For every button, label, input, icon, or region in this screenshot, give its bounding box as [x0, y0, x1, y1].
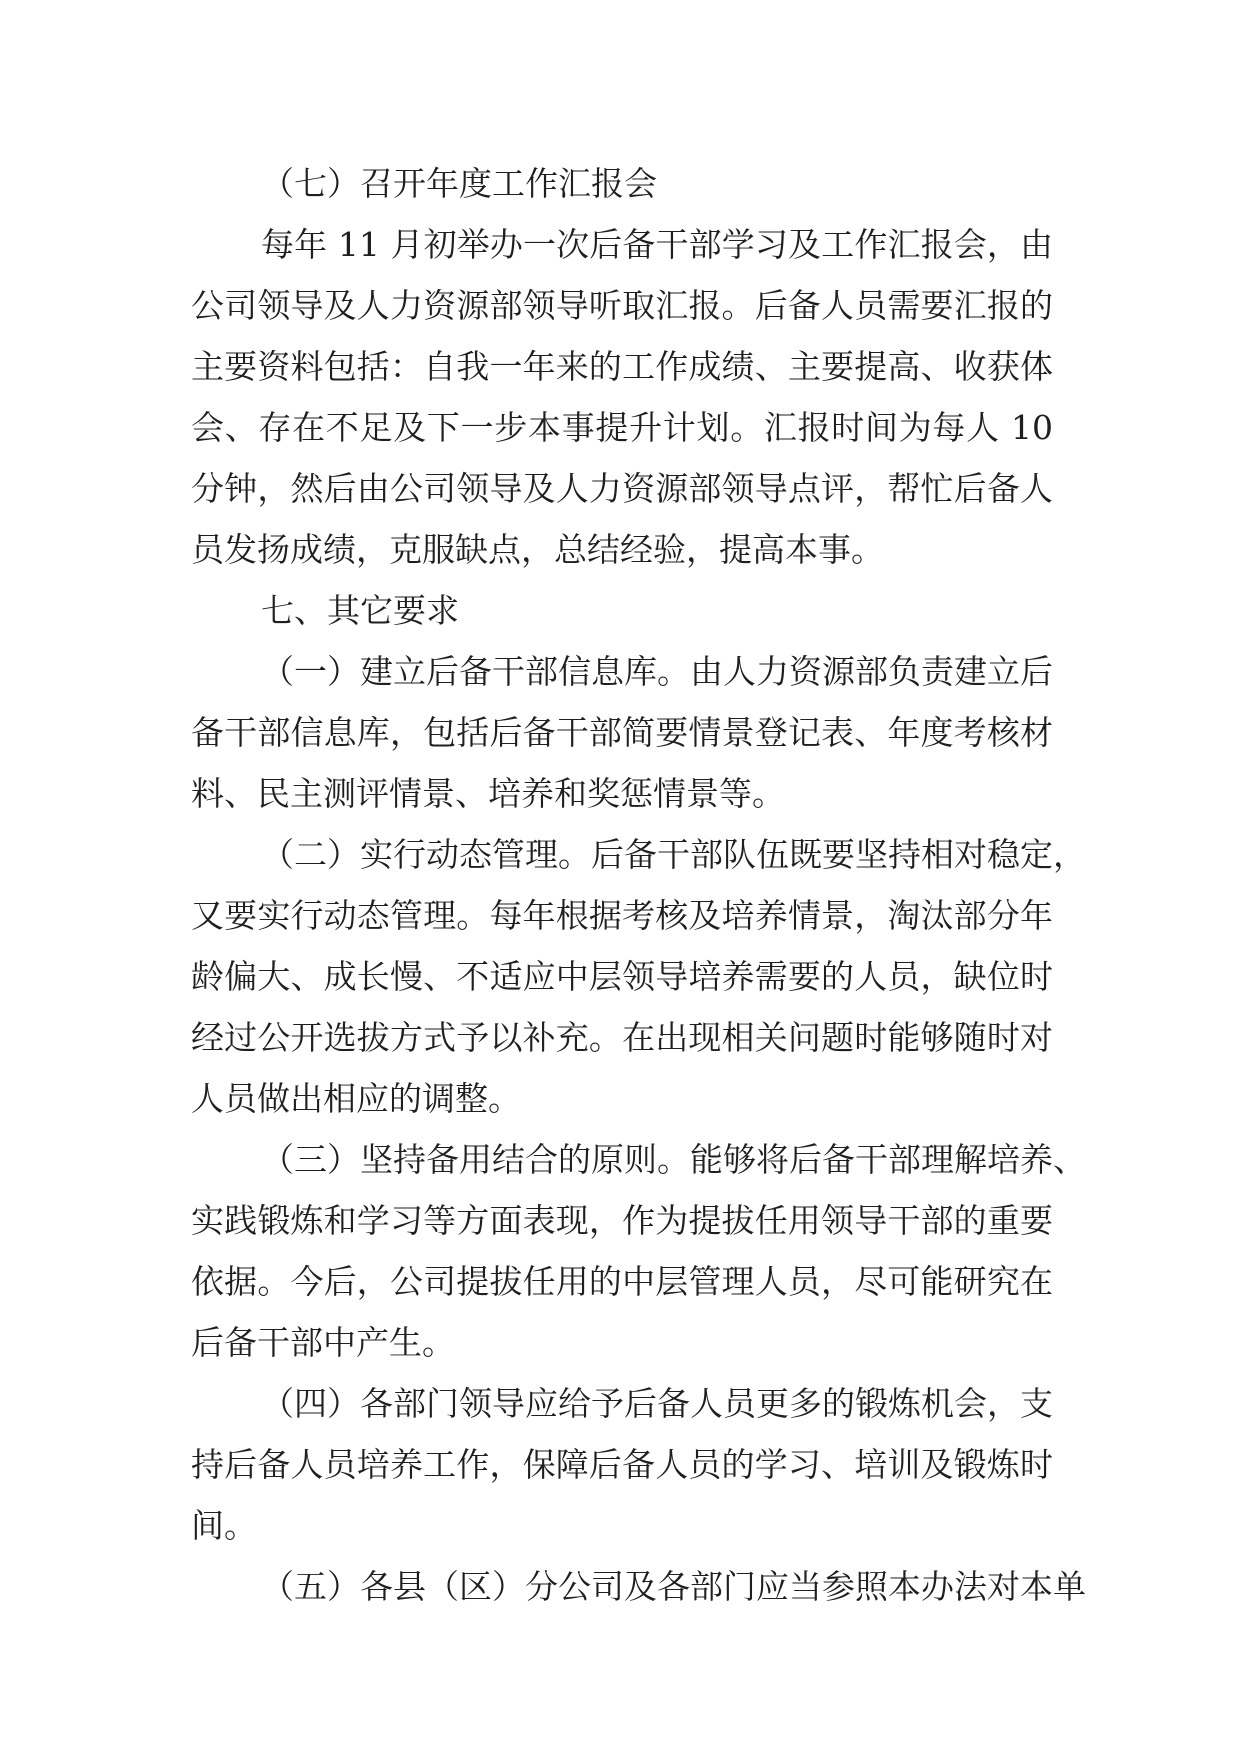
text-line: 人员做出相应的调整。	[191, 1079, 521, 1118]
text-line: （四）各部门领导应给予后备人员更多的锻炼机会，支	[261, 1384, 1053, 1423]
text-line: （二）实行动态管理。后备干部队伍既要坚持相对稳定，	[261, 835, 1086, 874]
text-line: 后备干部中产生。	[191, 1323, 455, 1362]
paragraph-item-1	[191, 641, 1053, 824]
text-line: 又要实行动态管理。每年根据考核及培养情景，淘汰部分年	[191, 896, 1053, 935]
text-line: 分钟，然后由公司领导及人力资源部领导点评，帮忙后备人	[191, 469, 1053, 508]
text-line: 经过公开选拔方式予以补充。在出现相关问题时能够随时对	[191, 1018, 1053, 1057]
text-line: 龄偏大、成长慢、不适应中层领导培养需要的人员，缺位时	[191, 957, 1053, 996]
text-line: 料、民主测评情景、培养和奖惩情景等。	[191, 774, 785, 813]
text-line: 公司领导及人力资源部领导听取汇报。后备人员需要汇报的	[191, 286, 1053, 325]
text-line: 实践锻炼和学习等方面表现，作为提拔任用领导干部的重要	[191, 1201, 1053, 1240]
text-line: 会、存在不足及下一步本事提升计划。汇报时间为每人 10	[191, 408, 1053, 447]
paragraph-item-4	[191, 1373, 1053, 1556]
text-line: 七、其它要求	[261, 591, 459, 630]
text-line: 员发扬成绩，克服缺点，总结经验，提高本事。	[191, 530, 884, 569]
paragraph-section-7	[191, 580, 1053, 641]
text-line: 备干部信息库，包括后备干部简要情景登记表、年度考核材	[191, 713, 1053, 752]
text-line: （七）召开年度工作汇报会	[261, 164, 657, 203]
text-line: 依据。今后，公司提拔任用的中层管理人员，尽可能研究在	[191, 1262, 1053, 1301]
text-line: 间。	[191, 1506, 257, 1545]
text-line: （三）坚持备用结合的原则。能够将后备干部理解培养、	[261, 1140, 1086, 1179]
document-body	[191, 153, 1086, 1617]
paragraph-heading-7	[191, 153, 1053, 214]
text-line: 每年 11 月初举办一次后备干部学习及工作汇报会，由	[261, 225, 1053, 264]
text-line: （一）建立后备干部信息库。由人力资源部负责建立后	[261, 652, 1053, 691]
text-line: 主要资料包括：自我一年来的工作成绩、主要提高、收获体	[191, 347, 1053, 386]
text-line: 持后备人员培养工作，保障后备人员的学习、培训及锻炼时	[191, 1445, 1053, 1484]
paragraph-item-2	[191, 824, 1086, 1129]
paragraph-para-report	[191, 214, 1053, 580]
paragraph-item-3	[191, 1129, 1086, 1373]
text-line: （五）各县（区）分公司及各部门应当参照本办法对本单	[261, 1567, 1086, 1606]
paragraph-item-5	[191, 1556, 1086, 1617]
